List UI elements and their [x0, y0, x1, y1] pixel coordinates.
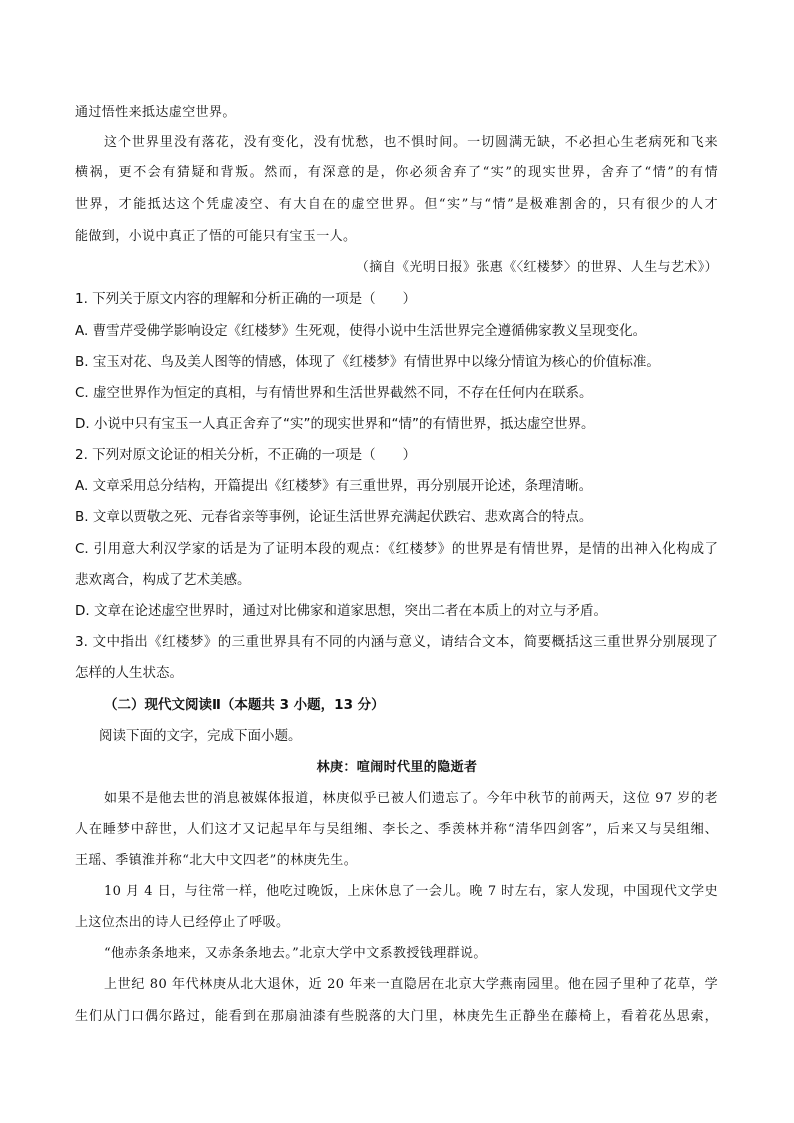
passage-line: 这个世界里没有落花，没有变化，没有忧愁，也不惧时间。一切圆满无缺，不必担心生老病死和飞来	[104, 135, 718, 150]
question-2-option-b: B. 文章以贾敬之死、元春省亲等事例，论证生活世界充满起伏跌宕、悲欢离合的特点。	[75, 509, 593, 525]
question-1-option-c: C. 虚空世界作为恒定的真相，与有情世界和生活世界截然不同，不存在任何内在联系。	[75, 385, 593, 401]
article-line: 如果不是他去世的消息被媒体报道，林庚似乎已被人们遗忘了。今年中秋节的前两天，这位 97 岁的老	[104, 791, 718, 806]
article-line: 上世纪 80 年代林庚从北大退休，近 20 年来一直隐居在北京大学燕南园里。他在园子里种了花草，学	[104, 977, 718, 992]
article-line: 生们从门口偶尔路过，能看到在那扇油漆有些脱落的大门里，林庚先生正静坐在藤椅上，看着花丛思索，	[75, 1009, 718, 1024]
article-line: 上这位杰出的诗人已经停止了呼吸。	[75, 915, 290, 930]
question-1-stem: 1. 下列关于原文内容的理解和分析正确的一项是（ ）	[75, 291, 417, 307]
question-2-option-c-continued: 悲欢离合，构成了艺术美感。	[75, 572, 251, 588]
question-1-option-b: B. 宝玉对花、鸟及美人图等的情感，体现了《红楼梦》有情世界中以缘分情谊为核心的价值标准。	[75, 354, 660, 370]
article-line: 人在睡梦中辞世，人们这才又记起早年与吴组缃、李长之、季羡林并称“清华四剑客”，后来又与吴组缃、	[75, 822, 718, 837]
question-2-option-d: D. 文章在论述虚空世界时，通过对比佛家和道家思想，突出二者在本质上的对立与矛盾。	[75, 603, 607, 619]
question-1-option-d: D. 小说中只有宝玉一人真正舍弃了“实”的现实世界和“情”的有情世界，抵达虚空世界。	[75, 416, 595, 432]
passage-line: 能做到，小说中真正了悟的可能只有宝玉一人。	[75, 229, 357, 244]
source-citation: （摘自《光明日报》张惠《〈红楼梦〉的世界、人生与艺术》）	[355, 260, 718, 275]
reading-instruction: 阅读下面的文字，完成下面小题。	[99, 728, 302, 744]
article-line: “他赤条条地来，又赤条条地去。”北京大学中文系教授钱理群说。	[104, 946, 487, 961]
article-line: 10 月 4 日，与往常一样，他吃过晚饭，上床休息了一会儿。晚 7 时左右，家人发现，中国现代文学史	[104, 884, 718, 899]
passage-line: 世界，才能抵达这个凭虚凌空、有大自在的虚空世界。但“实”与“情”是极难割舍的，只有很少的人才	[75, 197, 718, 212]
question-2-option-a: A. 文章采用总分结构，开篇提出《红楼梦》有三重世界，再分别展开论述，条理清晰。	[75, 478, 593, 494]
passage-line: 横祸，更不会有猜疑和背叛。然而，有深意的是，你必须舍弃了“实”的现实世界，舍弃了“情”的有情	[75, 165, 719, 180]
section-heading: （二）现代文阅读Ⅱ（本题共 3 小题，13 分）	[104, 697, 385, 713]
article-title: 林庚：喧闹时代里的隐逝者	[316, 760, 478, 775]
question-3-stem-continued: 怎样的人生状态。	[75, 665, 183, 681]
passage-line: 通过悟性来抵达虚空世界。	[75, 105, 236, 120]
question-1-option-a: A. 曹雪芹受佛学影响设定《红楼梦》生死观，使得小说中生活世界完全遵循佛家教义呈现变化。	[75, 323, 647, 339]
question-2-option-c: C. 引用意大利汉学家的话是为了证明本段的观点：《红楼梦》的世界是有情世界，是情的出神入化构成了	[75, 541, 718, 557]
question-3-stem: 3. 文中指出《红楼梦》的三重世界具有不同的内涵与意义，请结合文本，简要概括这三重世界分别展现了	[75, 634, 718, 650]
question-2-stem: 2. 下列对原文论证的相关分析，不正确的一项是（ ）	[75, 447, 417, 463]
article-line: 王瑶、季镇淮并称“北大中文四老”的林庚先生。	[75, 853, 358, 868]
